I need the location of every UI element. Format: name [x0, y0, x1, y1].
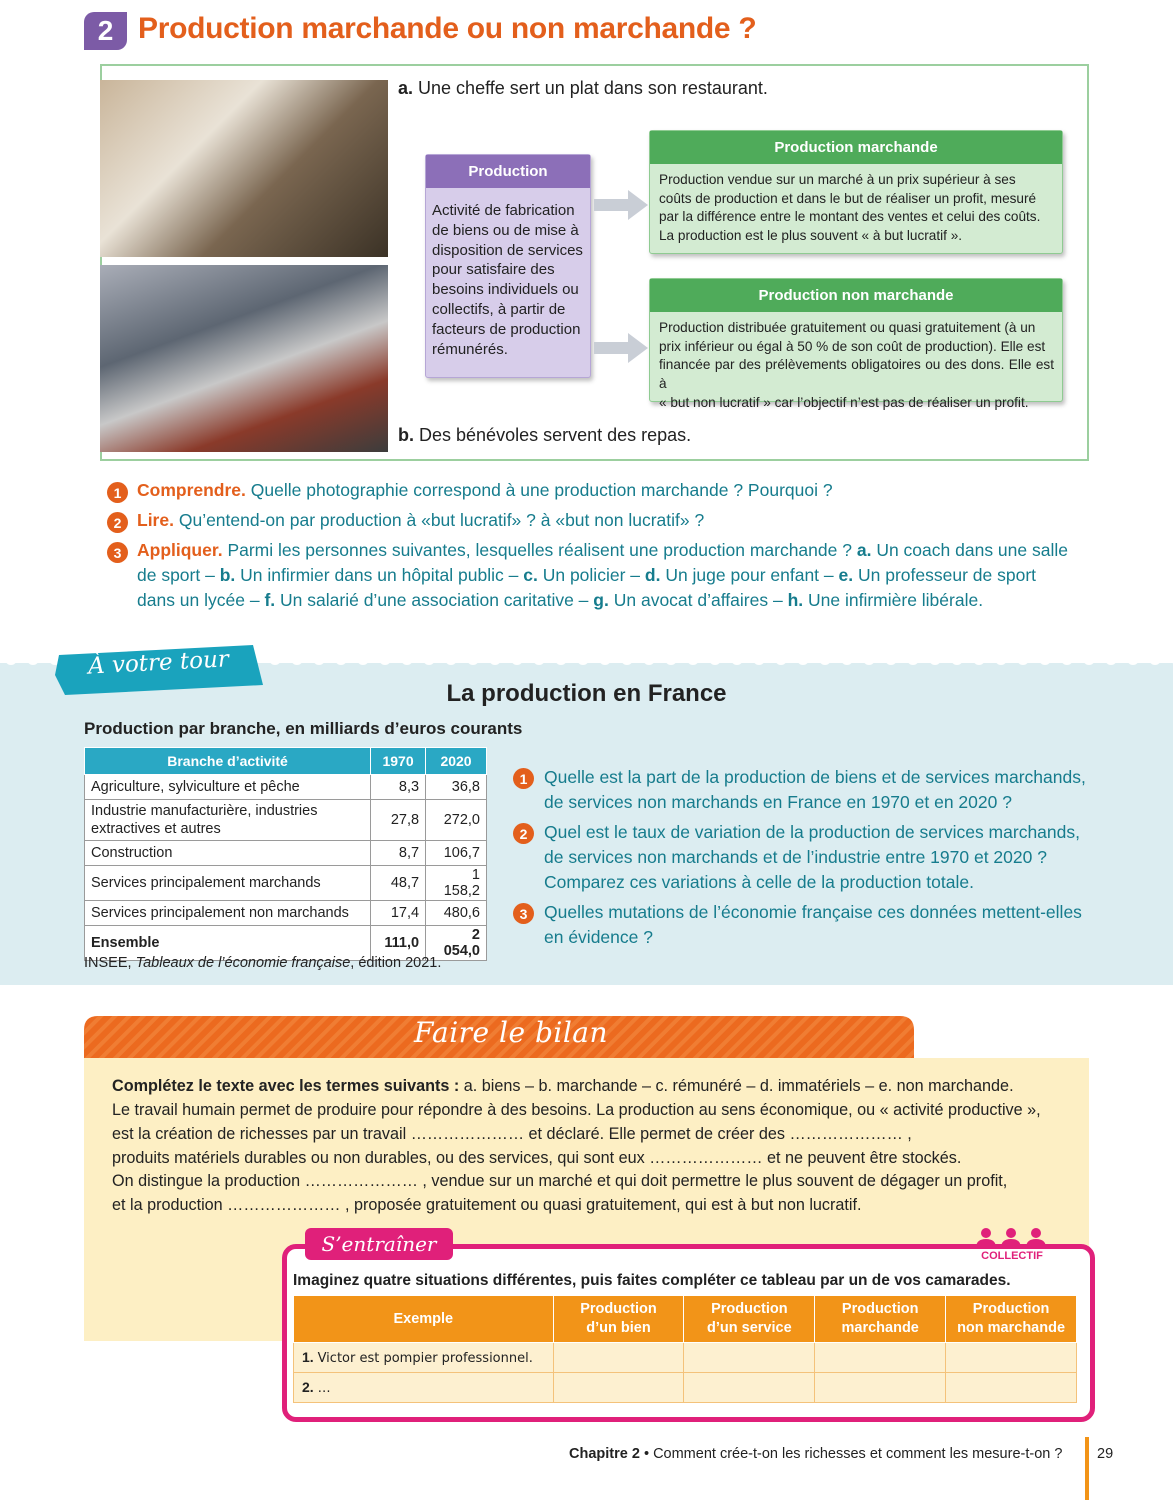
bilan-line: Le travail humain permet de produire pour répondre à des besoins. La production au sens économique, ou « activité productive »,: [112, 1101, 1041, 1119]
question-number: 2: [107, 512, 128, 533]
section-number: 2: [84, 12, 127, 50]
section-heading: La production en France: [446, 680, 727, 707]
tour-question-3: Quelles mutations de l’économie française ces données mettent-elles en évidence ?: [544, 902, 1082, 947]
production-table: [84, 747, 487, 961]
bilan-line: On distingue la production ………………… , vendue sur un marché et qui doit permettre le plus souvent de dégager un profit,: [112, 1172, 1008, 1190]
question-number: 2: [513, 823, 534, 844]
entrainer-instruction: Imaginez quatre situations différentes, puis faites compléter ce tableau par un de vos camarades.: [293, 1272, 1011, 1289]
footer-divider: [1085, 1437, 1089, 1500]
entrainer-table: [293, 1295, 1077, 1403]
production-non-marchande-box: Production non marchande Production distribuée gratuitement ou quasi gratuitement (à un prix inférieur ou égal à 50 % de son coût de production). Elle est financée par des prélèvements obligatoires ou des dons. Elle est à « but non lucratif » car l’objectif n’est pas de réaliser un profit.: [649, 278, 1063, 402]
question-2: Lire. Qu’entend-on par production à «but lucratif» ? à «but non lucratif» ?: [137, 510, 705, 530]
production-box-text: Activité de fabrication de biens ou de mise à disposition de services pour satisfaire des besoins individuels ou collectifs, à partir de facteurs de production rémunérés.: [432, 202, 583, 358]
table-row: Agriculture, sylviculture et pêche 8,3 36,8: [85, 775, 487, 800]
caption-a: a. Une cheffe sert un plat dans son restaurant.: [398, 78, 768, 98]
column-header: Production d’un bien: [553, 1296, 684, 1343]
table-row-total: Ensemble 111,0 2 054,0: [85, 926, 487, 961]
production-marchande-box: Production marchande Production vendue sur un marché à un prix supérieur à ses coûts de production et dans le but de réaliser un profit, mesuré par la différence entre le montant des ventes et celui des coûts. La production est le plus souvent « à but lucratif ».: [649, 130, 1063, 254]
question-3-line-2: de sport – b. Un infirmier dans un hôpital public – c. Un policier – d. Un juge pour enfant – e. Un professeur de sport: [137, 565, 1037, 585]
bilan-title: Faire le bilan: [414, 1016, 609, 1049]
question-3: Appliquer. Parmi les personnes suivantes, lesquelles réalisent une production marchande ? a. Un coach dans une salle: [137, 540, 1068, 560]
table-row: Industrie manufacturière, industries extractives et autres 27,8 272,0: [85, 800, 487, 841]
table-title: Production par branche, en milliards d’euros courants: [84, 719, 523, 738]
table-row: 2. …: [294, 1373, 1077, 1403]
column-header: 2020: [426, 748, 487, 775]
tour-question-1: Quelle est la part de la production de biens et de services marchands, de services non marchands en France en 1970 et en 2020 ?: [544, 767, 1086, 812]
table-row: Services principalement marchands 48,7 1 158,2: [85, 866, 487, 901]
column-header: Branche d’activité: [85, 748, 371, 775]
caption-b: b. Des bénévoles servent des repas.: [398, 425, 692, 445]
bilan-instruction: Complétez le texte avec les termes suivants : a. biens – b. marchande – c. rémunéré – d. immatériels – e. non marchande.: [112, 1077, 1014, 1095]
question-number: 3: [107, 542, 128, 563]
photo-chef: [100, 80, 388, 257]
table-row: Services principalement non marchands 17,4 480,6: [85, 901, 487, 926]
question-number: 1: [107, 482, 128, 503]
bilan-line: et la production ………………… , proposée gratuitement ou quasi gratuitement, qui est à but non lucratif.: [112, 1196, 862, 1214]
production-definition-box: [425, 154, 591, 378]
table-row: Construction 8,7 106,7: [85, 841, 487, 866]
column-header: Production non marchande: [946, 1296, 1077, 1343]
question-number: 3: [513, 903, 534, 924]
collectif-badge: COLLECTIF: [981, 1250, 1043, 1262]
question-3-line-3: dans un lycée – f. Un salarié d’une association caritative – g. Un avocat d’affaires – h. Une infirmière libérale.: [137, 590, 984, 610]
column-header: Production d’un service: [684, 1296, 815, 1343]
section-title: Production marchande ou non marchande ?: [138, 12, 757, 45]
page-footer: Chapitre 2 • Comment crée-t-on les richesses et comment les mesure-t-on ?: [569, 1446, 1063, 1462]
column-header: Production marchande: [815, 1296, 946, 1343]
non-marchande-box-title: Production non marchande: [650, 279, 1062, 312]
ribbon-label: À votre tour: [87, 646, 230, 680]
production-box-title: Production: [426, 155, 590, 188]
bilan-line: produits matériels durables ou non durables, ou des services, qui sont eux ………………… et ne peuvent être stockés.: [112, 1149, 962, 1167]
table-row: 1. Victor est pompier professionnel.: [294, 1343, 1077, 1373]
marchande-box-title: Production marchande: [650, 131, 1062, 164]
column-header: 1970: [371, 748, 426, 775]
page-number: 29: [1097, 1446, 1114, 1462]
arrow-right-icon: [594, 333, 648, 363]
table-source: INSEE, Tableaux de l’économie française, édition 2021.: [84, 955, 442, 971]
bilan-line: est la création de richesses par un travail ………………… et déclaré. Elle permet de créer des ………………… ,: [112, 1125, 912, 1143]
question-number: 1: [513, 768, 534, 789]
tour-question-2: Quel est le taux de variation de la production de services marchands, de services non marchands et de l’industrie entre 1970 et 2020 ? Comparez ces variations à celle de la production totale.: [544, 822, 1080, 892]
arrow-right-icon: [594, 190, 648, 220]
photo-volunteers: [100, 265, 388, 452]
column-header: Exemple: [294, 1296, 554, 1343]
entrainer-label: S’entraîner: [305, 1228, 453, 1260]
question-1: Comprendre. Quelle photographie correspond à une production marchande ? Pourquoi ?: [137, 480, 833, 500]
